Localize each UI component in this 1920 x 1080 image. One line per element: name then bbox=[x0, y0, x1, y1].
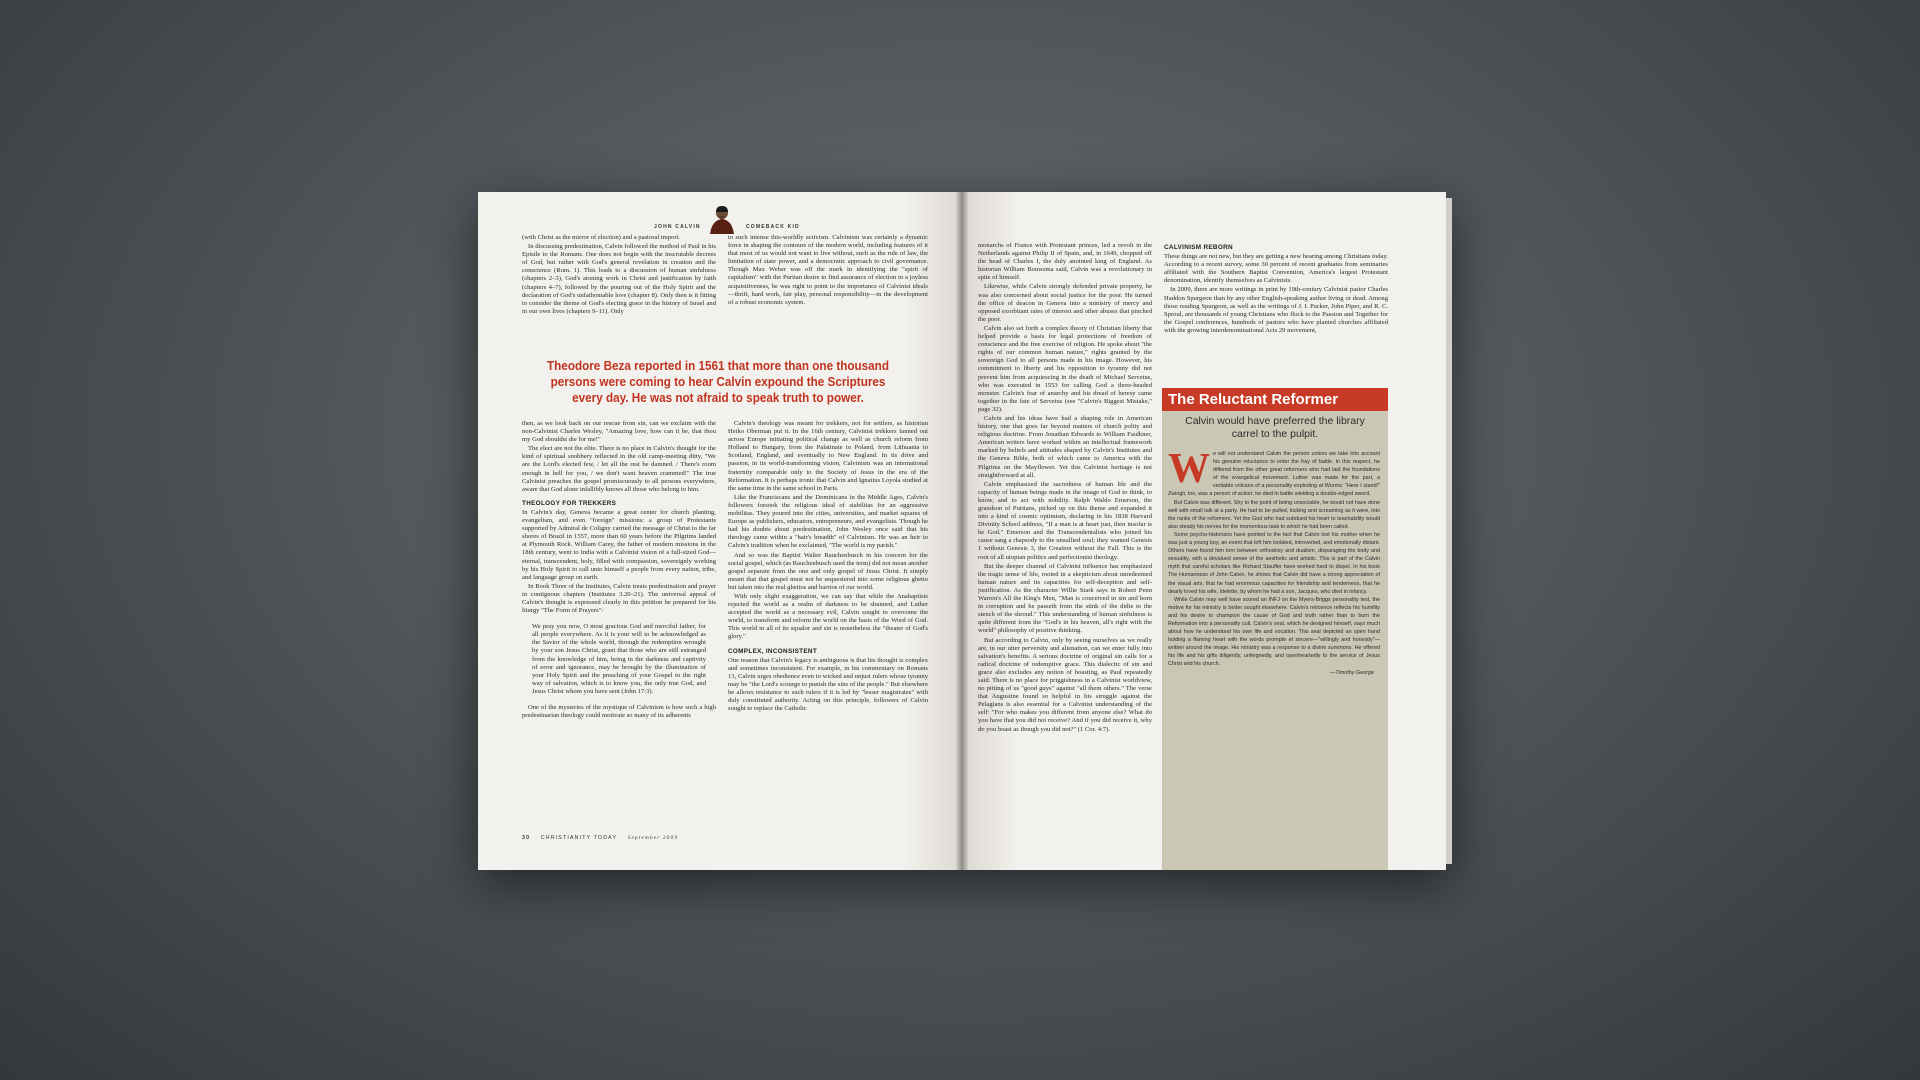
issue-date: September 2009 bbox=[627, 835, 679, 841]
sidebar-deck: Calvin would have preferred the library carrel to the pulpit. bbox=[1185, 415, 1365, 440]
left-column-2-bottom bbox=[728, 420, 928, 828]
author-signature: —Timothy George bbox=[1330, 669, 1374, 676]
paragraph: In Book Three of the Institutes, Calvin treats predestination and prayer in contiguous chapters (Institutes 3.20–21). The universal appeal of Calvin's thought is expressed clearly in this petition he prepared for his liturgy "The Form of Prayers": bbox=[522, 582, 716, 615]
paragraph: Calvin emphasized the sacredness of human life and the capacity of human beings made in the image of God to think, to know, and to act with nobility. Ralph Waldo Emerson, the grandson of Puritans, picked up on this theme and expanded it into a kind of cosmic optimism, declaring in his 1838 Harvard Divinity School address, "If a man is at heart just, then insofar is he God." Emerson and the Transcendentalists who joined his cause sang a rhapsody to the unsullied soul; they wanted Genesis 1 without Genesis 3, the Creation without the Fall. This is the root of all utopian politics and perfectionist theology. bbox=[978, 480, 1152, 561]
left-column-2-top bbox=[728, 234, 928, 344]
page-gutter bbox=[956, 192, 968, 870]
paragraph: In Calvin's day, Geneva became a great center for church planting, evangelism, and even "foreign" missions: a group of Protestants supported by Admiral de Coligny carried the message of Christ to the far shores of Brazil in 1557, more than 60 years before the Pilgrims landed at Plymouth Rock. William Carey, the father of modern missions in the 18th century, went to India with a Calvinist vision of a full-sized God—eternal, transcendent, holy, filled with compassion, sovereignly working by his Holy Spirit to call unto himself a people from every nation, tribe, and language group on earth. bbox=[522, 508, 716, 581]
calvin-portrait-icon bbox=[708, 204, 736, 234]
sidebar-body bbox=[1168, 450, 1380, 862]
section-heading: COMPLEX, INCONSISTENT bbox=[728, 647, 818, 655]
paragraph: to such intense this-worldly activism. Calvinism was certainly a dynamic force in shaping the contours of the modern world, including features of it that most of us would not want to live without, such as the rule of law, the limitation of state power, and a democratic approach to civil governance. Though Max Weber was off the mark in identifying the "spirit of capitalism" with the Puritan desire to find assurance of election in a joyless acquisitiveness, he was right to point to the importance of Calvinist ideals—thrift, hard work, fair play, personal responsibility—in the development of a robust economic system. bbox=[728, 234, 928, 306]
sidebar-paragraph-text: e will not understand Calvin the person unless we take into account his genuine reluctance to enter the fray of battle. In this respect, he differed from the other great reformers who had laid the foundations of the evangelical movement. Luther was made for the part, a veritable volcano of a personality exploding at Worms: "Here I stand!" Zwingli, too, was a person of action; he died in battle wielding a double-edged sword. bbox=[1168, 451, 1380, 498]
paragraph: (with Christ as the mirror of election) and a pastoral import. bbox=[522, 234, 681, 241]
paragraph: These things are not new, but they are getting a new hearing among Christians today. According to a recent survey, some 30 percent of recent graduates from seminaries affiliated with the Southern Baptist Convention, America's largest Protestant denomination, identify themselves as Calvinists. bbox=[1164, 253, 1388, 285]
paragraph: then, as we look back on our rescue from sin, can we exclaim with the non-Calvinist Charles Wesley, "Amazing love, how can it be, that thou my God shouldst die for me!" bbox=[522, 420, 716, 444]
right-column-2-top bbox=[1164, 244, 1388, 384]
section-heading: THEOLOGY FOR TREKKERS bbox=[522, 499, 617, 507]
sidebar-paragraph bbox=[1168, 450, 1380, 499]
paragraph: Calvin also set forth a complex theory of Christian liberty that helped provide a basis for legal protections of freedom of conscience and the free exercise of religion. He spoke about "the rights of our common human nature," rights granted by the sovereign God to all persons made in his image. However, his commitment to liberty and his opposition to tyranny did not prevent him from acquiescing in the death of Michael Servetus, who was executed in 1553 for calling God a three-headed monster. Calvin's fear of anarchy and his dread of heresy came together in the fate of Servetus (see "Calvin's Biggest Mistake," page 32). bbox=[978, 324, 1152, 413]
right-page bbox=[962, 192, 1446, 870]
left-page bbox=[478, 192, 962, 870]
paragraph: But the deeper channel of Calvinist influence has emphasized the tragic sense of life, rooted in a skepticism about unredeemed human nature and its capacities for self-deception and self-justification. As the character Willie Stark says in Robert Penn Warren's All the King's Men, "Man is conceived in sin and born in corruption and he passeth from the stink of the didie to the stench of the shroud." This understanding of human sinfulness is quite different from the "God's in his heaven, all's right with the world" philosophy of positive thinking. bbox=[978, 562, 1152, 635]
sidebar-paragraph: While Calvin may well have scored an INFJ on the Myers-Briggs personality test, the motive for his ministry is better sought elsewhere. Calvin's reticence reflects his humility and his desire to champion the cause of God and truth rather than to burn the Reformation into a personality cult. Calvin's seal, which he designed himself, says much about how he understood his own life and vocation. This seal depicted an open hand holding a flaming heart with the words prompte et sincere—"willingly and honestly"—written around the image. His ministry was a response to a divine summons. He offered his life and his gifts diligently, unfeignedly, and openheartedly to the service of Jesus Christ and his church. bbox=[1168, 596, 1380, 668]
paragraph: Calvin's theology was meant for trekkers, not for settlers, as historian Heiko Oberman put it. In the 16th century, Calvinist trekkers fanned out across Europe initiating political change as well as church reform from Holland to Hungary, from the Palatinate to Poland, from Lithuania to Scotland, England, and eventually to New England. In its drive and passion, in its world-transforming vision, Calvinism was an international fraternity comparable only to the Society of Jesus in the era of the Reformation. It is perhaps ironic that Calvin and Ignatius Loyola studied at the same time in the same school in Paris. bbox=[728, 420, 928, 492]
magazine-name: CHRISTIANITY TODAY bbox=[540, 835, 618, 841]
sidebar-paragraph: Some psycho-historians have pointed to the fact that Calvin lost his mother when he was just a young boy, an event that left him isolated, introverted, and emotionally distant. Others have found him torn between orthodoxy and dualism, disparaging the body and sexuality, with a devalued sense of the aesthetic and artistic. This is part of the Calvin myth that careful scholars like Richard Stauffer have worked hard to dispel. In his book The Humanness of John Calvin, he shows that Calvin did have a strong appreciation of the visual arts, that he had enormous capacities for friendship and tenderness, that he dearly loved his wife, Idelette, by whom he had a son, Jacques, who died in infancy. bbox=[1168, 531, 1380, 595]
page-edge bbox=[1446, 198, 1452, 864]
left-column-1-bottom bbox=[522, 420, 716, 828]
running-head-left: JOHN CALVIN bbox=[654, 224, 701, 230]
drop-cap: W bbox=[1168, 450, 1210, 492]
paragraph: monarchs of France with Protestant princes, led a revolt in the Netherlands against Philip II of Spain, and, in 1649, chopped off the head of Charles I, the duly anointed king of England. As historian William Bouwsma said, Calvin was a revolutionary in spite of himself. bbox=[978, 242, 1152, 282]
left-column-1-top bbox=[522, 234, 716, 344]
folio bbox=[522, 835, 942, 841]
sidebar-box bbox=[1162, 388, 1388, 870]
sidebar-title: The Reluctant Reformer bbox=[1162, 388, 1388, 411]
paragraph: In discussing predestination, Calvin followed the method of Paul in his Epistle to the Romans. One does not begin with the inscrutable decrees of God, but rather with God's general revelation in creation and the conscience (Rom. 1). This leads to a discussion of human sinfulness (chapters 2–3), God's atoning work in Christ and justification by faith (chapters 4–7), followed by the pouring out of the Holy Spirit and the declaration of God's unfathomable love (chapter 8). Only then is it fitting to consider the theme of God's electing grace in the history of Israel and in our own lives (chapters 9–11). Only bbox=[522, 243, 716, 315]
section-heading: CALVINISM REBORN bbox=[1164, 244, 1233, 251]
right-column-1 bbox=[978, 242, 1152, 832]
paragraph: And so was the Baptist Walter Rauchenbusch in his concern for the social gospel, which (as Rauchenbusch used the term) did not mean another gospel separate from the one and only gospel of Jesus Christ. It simply meant that that gospel must not be sequestered into some religious ghetto but taken into the real ghettos and barrios of our world. bbox=[728, 551, 928, 591]
paragraph: Calvin and his ideas have had a shaping role in American history, one that goes far beyond matters of church polity and religious doctrine. From Jonathan Edwards to William Faulkner, American writers have worked within an intellectual framework marked by beliefs and attitudes shaped by Calvin's Institutes and the Geneva Bible, both of which came to America with the Pilgrims on the Mayflower. Yet this Calvinist heritage is not straightforward at all. bbox=[978, 414, 1152, 479]
page-number: 30 bbox=[522, 835, 531, 841]
magazine-spread bbox=[478, 192, 1446, 870]
paragraph: Like the Franciscans and the Dominicans in the Middle Ages, Calvin's followers forsook the religious ideal of stabilitas for an aggressive mobilitas. They poured into the cities, universities, and market squares of Europe as publishers, educators, entrepreneurs, and evangelists. Though he had his doubts about predestination, John Wesley once said that his theology came within a "hair's breadth" of Calvinism. He was an heir to Calvin's tradition when he exclaimed, "The world is my parish." bbox=[728, 493, 928, 550]
paragraph: Likewise, while Calvin strongly defended private property, he was also concerned about social justice for the poor. He turned the office of deacon in Geneva into a ministry of mercy and opposed exorbitant rates of interest and other abuses that pinched the poor. bbox=[978, 283, 1152, 323]
paragraph: With only slight exaggeration, we can say that while the Anabaptists rejected the world as a realm of darkness to be shunned, and Luther accepted the world as a necessary evil, Calvin sought to overcome the world, to transform and reform the world on the basis of the Word of God. This world in all of its squalor and sin is nonetheless the "theater of God's glory." bbox=[728, 592, 928, 641]
prayer-quote bbox=[532, 623, 706, 696]
quote-text: We pray you now, O most gracious God and merciful father, for all people everywhere. As it is your will to be acknowledged as the Savior of the whole world, through the redemption wrought by your son Jesus Christ, grant that those who are still estranged from the knowledge of him, being in the darkness and captivity of error and ignorance, may be brought by the illumination of your Holy Spirit and the preaching of your Gospel to the right way of salvation, which is to know you, the only true God, and Jesus Christ whom you have sent (John 17:3). bbox=[532, 623, 706, 695]
paragraph: One reason that Calvin's legacy is ambiguous is that his thought is complex and sometimes inconsistent. For example, in his commentary on Romans 13, Calvin urges obedience even to wicked and unjust rulers whose tyranny may be "the Lord's scourge to punish the sins of the people." But elsewhere he allows resistance to such rulers if it is led by "lesser magistrates" with duly constituted authority. Acting on this principle, followers of Calvin sought to replace the Catholic bbox=[728, 656, 928, 713]
paragraph: In 2009, there are more writings in print by 19th-century Calvinist pastor Charles Haddon Spurgeon than by any other English-speaking author living or dead. Among those reading Spurgeon, as well as the writings of J. I. Packer, John Piper, and R. C. Sproul, are thousands of young Christians who flock to the Passion and Together for the Gospel conferences, hundreds of pastors who have planted churches affiliated with the growing interdenominational Acts 29 movement, bbox=[1164, 286, 1388, 334]
paragraph: The elect are not the elite. There is no place in Calvin's thought for the kind of spiritual snobbery reflected in the old camp-meeting ditty, "We are the Lord's elected few, / let all the rest be damned. / There's room enough in hell for you, / we don't want heaven crammed!" The true Calvinist preaches the gospel promiscuously to all persons everywhere, aware that God alone infallibly knows all those who belong to him. bbox=[522, 445, 716, 493]
paragraph: One of the mysteries of the mystique of Calvinism is how such a high predestinarian theology could motivate so many of its adherents bbox=[522, 704, 716, 720]
pull-quote: Theodore Beza reported in 1561 that more than one thousand persons were coming to hear Calvin expound the Scriptures every day. He was not afraid to speak truth to power. bbox=[547, 358, 889, 405]
paragraph: But according to Calvin, only by seeing ourselves as we really are, in our utter perversity and alienation, can we enter fully into salvation's benefits. A serious doctrine of original sin calls for a radical doctrine of redemptive grace. This dialectic of sin and grace also excludes any notion of boasting, as Paul repeatedly said. There is no place for priggishness in a Calvinist worldview, no pitting of us "good guys" against "all them others." The verse that Augustine found so helpful in his struggle against the Pelagians is also essential for a Calvinist understanding of the self: "For who makes you different from anyone else? What do you have that you did not receive? And if you did receive it, why do you boast as though you did not?" (1 Cor. 4:7). bbox=[978, 636, 1152, 733]
running-head-right: COMEBACK KID bbox=[746, 224, 800, 230]
sidebar-paragraph: But Calvin was different. Shy to the point of being unsociable, he would not have done well with small talk at a party. He had to be pulled, kicking and screaming as it were, into the ranks of the reformers. Yet the God who had subdued his heart to teachability would also steady his nerves for the momentous task to which he had been called. bbox=[1168, 499, 1380, 530]
